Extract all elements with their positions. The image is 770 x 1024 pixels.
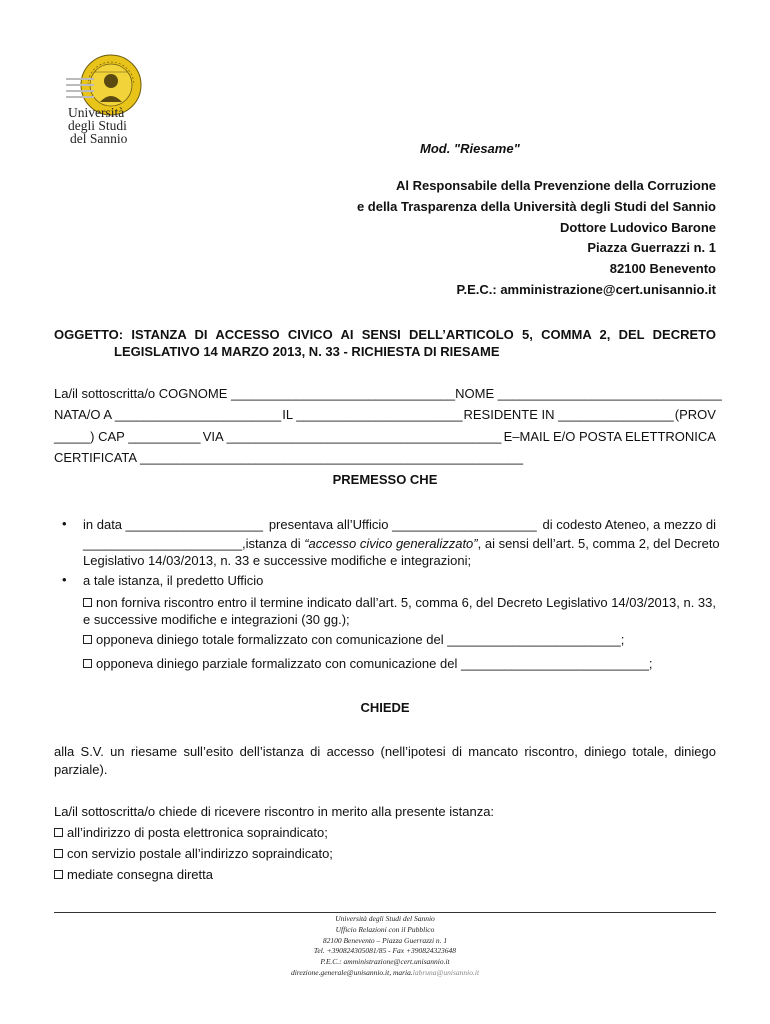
street-field[interactable]: VIA ______________________________________ [202,429,502,444]
reply-option-post [54,846,716,861]
reply-option-email [54,825,716,840]
option-no-reply [83,594,716,628]
request-text-line-1: alla S.V. un riesame sull’esito dell’istanza di accesso (nell’ipotesi di mancato riscontro, diniego totale, diniego [54,744,716,759]
checkbox[interactable] [54,849,63,858]
logo-line-1: Università [68,105,125,120]
birthdate-field[interactable]: IL _______________________ [282,407,463,422]
reply-option-post-text: con servizio postale all’indirizzo sopraindicato; [67,846,333,861]
form-row-address [54,429,716,444]
cap-field[interactable]: _____) CAP __________ [54,429,201,444]
footer-line-3: 82100 Benevento – Piazza Guerrazzi n. 1 [322,935,448,945]
logo-wordmark [68,106,127,145]
footer-line-1: Università degli Studi del Sannio [335,914,435,923]
checkbox[interactable] [54,828,63,837]
addressee-line-2: e della Trasparenza della Università degli Studi del Sannio [356,199,716,214]
addressee-pec[interactable]: P.E.C.: amministrazione@cert.unisannio.it [456,282,716,297]
option-total-denial [83,631,716,648]
bullet-2: a tale istanza, il predetto Ufficio [83,573,264,588]
subject-line-2: LEGISLATIVO 14 MARZO 2013, N. 33 - RICHIESTA DI RIESAME [114,344,500,359]
bullet-1-law-ref: , ai sensi dell’art. 5, comma 2, del Decreto [477,536,720,551]
footer-line-2: Ufficio Relazioni con il Pubblico [335,924,435,934]
university-logo [50,50,160,155]
checkbox[interactable] [83,659,92,668]
request-text-line-2: parziale). [54,762,108,777]
footer-line-4: Tel. +390824305081/85 - Fax +390824323648 [313,946,457,956]
access-type-text: “accesso civico generalizzato” [304,536,478,551]
option-no-reply-text-2: e successive modifiche e integrazioni (30 gg.); [83,612,350,627]
certified-email-field[interactable]: CERTIFICATA _____________________________________________________ [54,450,524,465]
reply-option-email-text: all’indirizzo di posta elettronica sopraindicato; [67,825,328,840]
bullet-dot: • [62,572,67,587]
premesso-heading: PREMESSO CHE [332,472,438,487]
footer-email-2[interactable]: labruna@unisannio.it [412,967,480,977]
bullet-1-text: di codesto Ateneo, a mezzo di [542,517,716,532]
logo-line-2: degli Studi [68,118,127,133]
name-field[interactable]: NOME _______________________________ [455,386,722,401]
bullet-dot: • [62,516,67,531]
bullet-1 [83,516,720,569]
surname-field[interactable]: La/il sottoscritta/o COGNOME _______________________________ [54,386,456,401]
email-label: E–MAIL E/O POSTA ELETTRONICA [503,429,716,444]
means-field[interactable]: ______________________,istanza di [83,536,305,551]
bullet-1-line-3: Legislativo 14/03/2013, n. 33 e successive modifiche e integrazioni; [83,553,472,568]
birthplace-field[interactable]: NATA/O A _______________________ [54,407,282,422]
option-total-denial-text: opponeva diniego totale formalizzato con comunicazione del ________________________; [96,632,625,647]
option-partial-denial [83,655,716,672]
checkbox[interactable] [54,870,63,879]
addressee-line-1: Al Responsabile della Prevenzione della Corruzione [395,178,716,193]
form-row-name [54,386,722,401]
form-row-birth [54,407,716,422]
option-partial-denial-text: opponeva diniego parziale formalizzato con comunicazione del __________________________; [96,656,653,671]
option-no-reply-text-1: non forniva riscontro entro il termine indicato dall’art. 5, comma 6, del Decreto Legislativo 14/03/2013, n. 33, [96,595,717,610]
province-label: (PROV [674,407,716,422]
reply-option-direct [54,867,716,882]
request-date-field[interactable]: in data ___________________ [83,517,264,532]
subject-line-1: OGGETTO: ISTANZA DI ACCESSO CIVICO AI SENSI DELL’ARTICOLO 5, COMMA 2, DEL DECRETO [54,327,716,342]
residence-field[interactable]: RESIDENTE IN ________________ [463,407,674,422]
office-field[interactable]: presentava all’Ufficio ____________________ [268,517,537,532]
form-model-label: Mod. "Riesame" [420,141,520,156]
footer-line-5: P.E.C.: amministrazione@cert.unisannio.it [320,957,450,967]
footer-email-1[interactable]: direzione.generale@unisannio.it, maria. [290,967,413,977]
addressee-line-4: Piazza Guerrazzi n. 1 [587,240,716,255]
chiede-heading: CHIEDE [360,700,410,715]
logo-decoration [66,78,94,102]
checkbox[interactable] [83,598,92,607]
addressee-line-3: Dottore Ludovico Barone [559,220,716,235]
footer-line-6 [0,968,770,979]
logo-line-3: del Sannio [70,131,128,146]
addressee-line-5: 82100 Benevento [609,261,716,276]
footer [0,914,770,979]
footer-divider [54,912,716,913]
reply-option-direct-text: mediate consegna diretta [67,867,213,882]
reply-intro: La/il sottoscritta/o chiede di ricevere riscontro in merito alla presente istanza: [54,804,495,819]
checkbox[interactable] [83,635,92,644]
